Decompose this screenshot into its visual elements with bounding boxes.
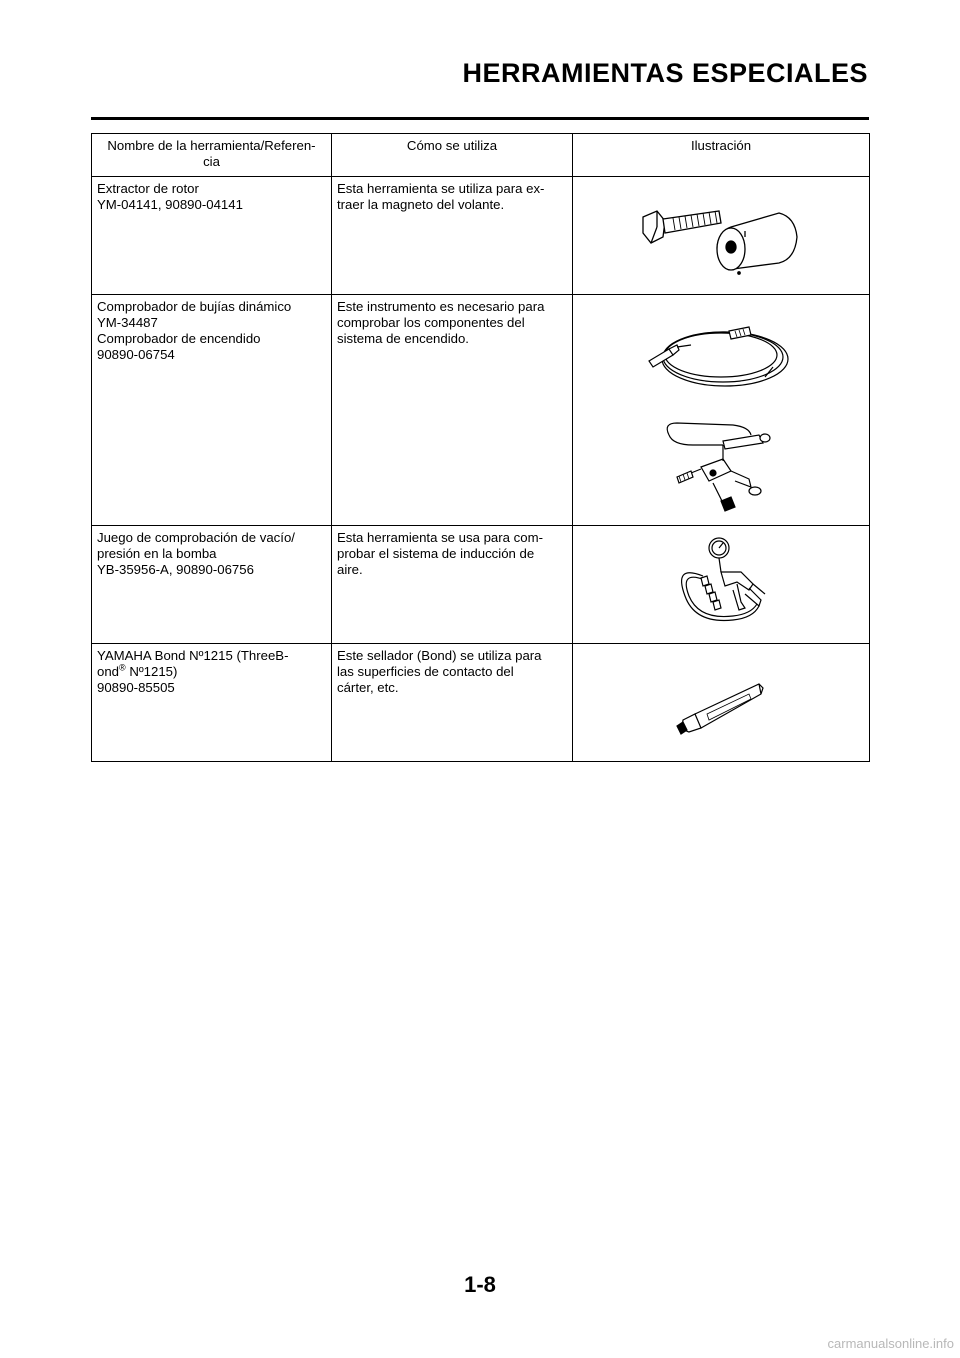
tool-usage-cell bbox=[332, 526, 573, 644]
usage-line: probar el sistema de inducción de bbox=[337, 546, 535, 561]
tool-ref-line: YM-04141, 90890-04141 bbox=[97, 197, 243, 212]
tool-name-line: Juego de comprobación de vacío/ bbox=[97, 530, 295, 545]
tool-name-line: presión en la bomba bbox=[97, 546, 217, 561]
illustration-cell bbox=[573, 644, 870, 762]
tool-ref-line: 90890-85505 bbox=[97, 680, 175, 695]
table-row bbox=[92, 526, 870, 644]
registered-mark: ® bbox=[119, 662, 126, 673]
page-number: 1-8 bbox=[464, 1272, 496, 1297]
usage-line: Este sellador (Bond) se utiliza para bbox=[337, 648, 542, 663]
tool-usage-cell bbox=[332, 295, 573, 526]
tool-ref-line: YM-34487 bbox=[97, 315, 158, 330]
tool-name-fragment: Nº1215) bbox=[125, 664, 178, 679]
column-header-name: Nombre de la herramienta/Referen- cia bbox=[92, 134, 332, 177]
usage-line: traer la magneto del volante. bbox=[337, 197, 505, 212]
table-header-row bbox=[92, 134, 870, 177]
page-title: HERRAMIENTAS ESPECIALES bbox=[462, 58, 868, 88]
illustration-cell bbox=[573, 526, 870, 644]
usage-line: Esta herramienta se utiliza para ex- bbox=[337, 181, 545, 196]
table-row bbox=[92, 295, 870, 526]
tool-name-line bbox=[97, 664, 326, 680]
tool-ref-line: 90890-06754 bbox=[97, 347, 175, 362]
tool-name-line: Extractor de rotor bbox=[97, 181, 199, 196]
illustration-cell bbox=[573, 295, 870, 526]
usage-line: comprobar los componentes del bbox=[337, 315, 525, 330]
usage-line: aire. bbox=[337, 562, 363, 577]
table-row bbox=[92, 177, 870, 295]
tool-name-cell bbox=[92, 526, 332, 644]
column-header-usage: Cómo se utiliza bbox=[332, 134, 573, 177]
tool-ref-line: YB-35956-A, 90890-06756 bbox=[97, 562, 254, 577]
tool-name-cell bbox=[92, 295, 332, 526]
tool-name-line: Comprobador de bujías dinámico bbox=[97, 299, 292, 314]
sealant-tube-illustration bbox=[573, 644, 870, 762]
rotor-puller-illustration bbox=[573, 177, 870, 295]
tool-name-line: YAMAHA Bond Nº1215 (ThreeB- bbox=[97, 648, 289, 663]
tool-name-fragment: ond bbox=[97, 664, 120, 679]
tool-name-cell bbox=[92, 177, 332, 295]
table-row bbox=[92, 644, 870, 762]
tool-usage-cell bbox=[332, 644, 573, 762]
illustration-cell bbox=[573, 177, 870, 295]
tool-name-cell bbox=[92, 644, 332, 762]
spark-checker-illustration bbox=[573, 295, 870, 526]
watermark-text: carmanualsonline.info bbox=[827, 1336, 954, 1351]
usage-line: Esta herramienta se usa para com- bbox=[337, 530, 543, 545]
column-header-illustration: Ilustración bbox=[573, 134, 870, 177]
special-tools-table bbox=[91, 133, 870, 762]
tool-name-line: Comprobador de encendido bbox=[97, 331, 261, 346]
usage-line: cárter, etc. bbox=[337, 680, 399, 695]
vacuum-pump-illustration bbox=[573, 526, 870, 644]
usage-line: Este instrumento es necesario para bbox=[337, 299, 545, 314]
tool-usage-cell bbox=[332, 177, 573, 295]
usage-line: sistema de encendido. bbox=[337, 331, 469, 346]
title-rule bbox=[91, 117, 869, 120]
usage-line: las superficies de contacto del bbox=[337, 664, 514, 679]
